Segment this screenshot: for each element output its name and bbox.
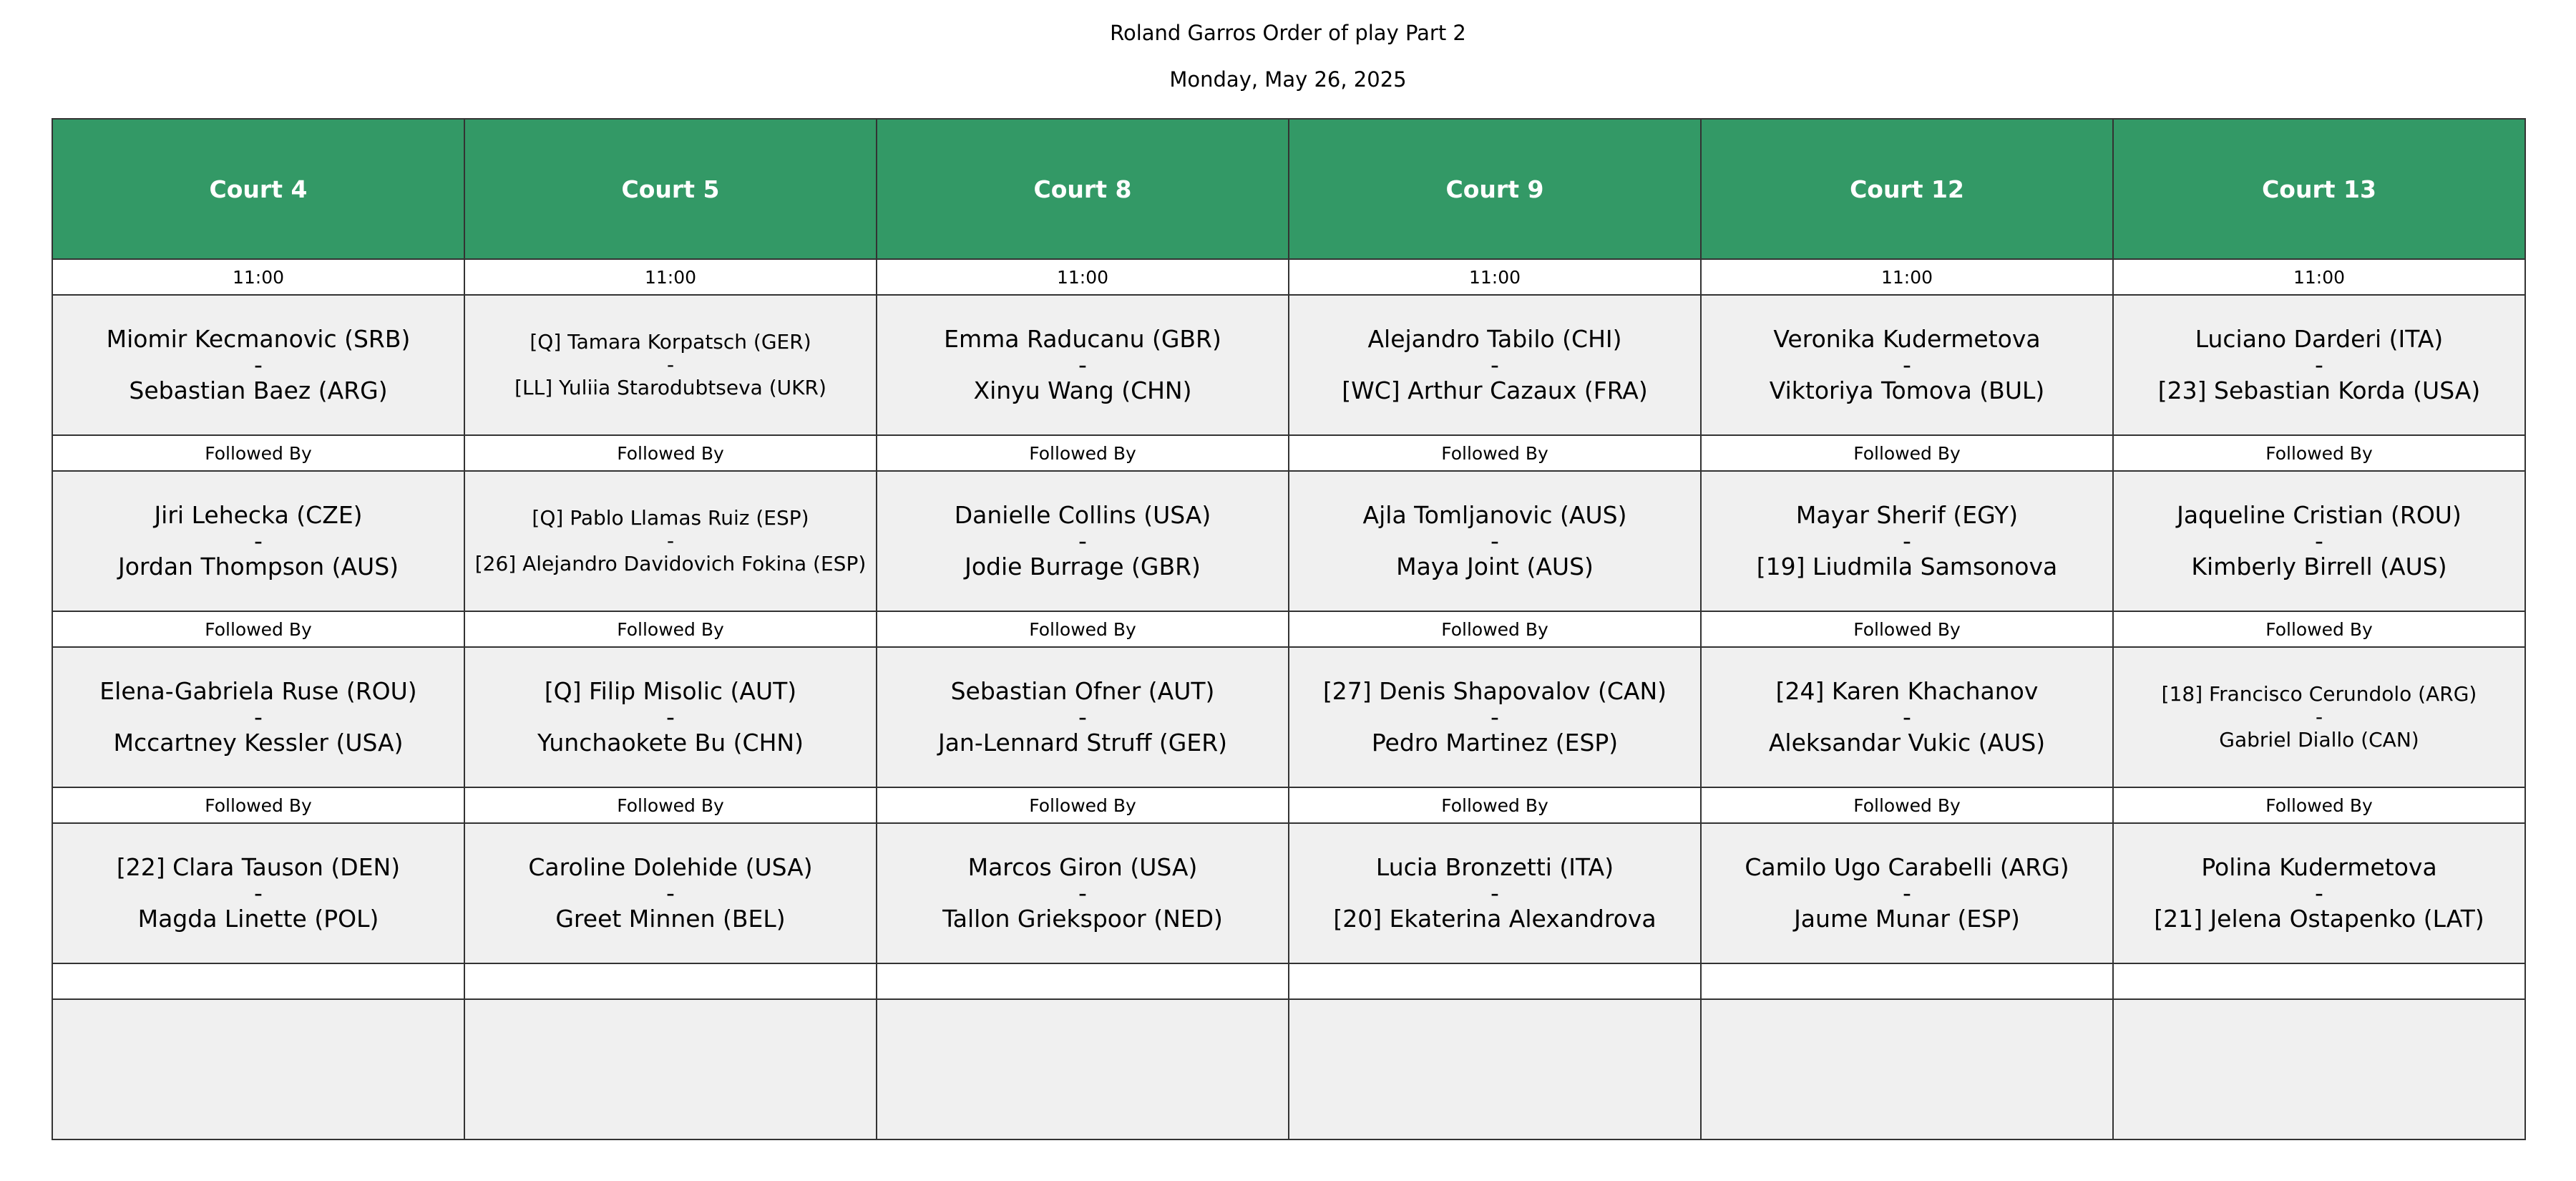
player-two: Viktoriya Tomova (BUL)	[1769, 376, 2045, 404]
slot-label-row	[52, 963, 2525, 999]
match-separator: -	[254, 879, 263, 907]
slot-label: Followed By	[1701, 435, 2113, 471]
player-one: [18] Francisco Cerundolo (ARG)	[2161, 682, 2477, 706]
player-one: Caroline Dolehide (USA)	[528, 853, 813, 881]
match-cell	[52, 295, 464, 435]
match-cell	[2113, 647, 2525, 787]
player-one: Ajla Tomljanovic (AUS)	[1362, 501, 1627, 529]
player-two: Pedro Martinez (ESP)	[1371, 729, 1619, 757]
schedule-body	[52, 259, 2525, 1139]
match-separator: -	[254, 527, 263, 555]
player-two: Gabriel Diallo (CAN)	[2219, 728, 2419, 752]
match-cell	[1701, 823, 2113, 963]
match-separator: -	[1903, 527, 1911, 555]
match-cell	[1701, 295, 2113, 435]
match-cell	[52, 471, 464, 611]
player-two: Maya Joint (AUS)	[1396, 553, 1594, 580]
match-cell	[52, 823, 464, 963]
match-separator: -	[666, 353, 675, 376]
slot-label: Followed By	[877, 435, 1289, 471]
order-of-play-table	[52, 118, 2526, 1140]
slot-label-row	[52, 787, 2525, 823]
match-separator: -	[1903, 879, 1911, 907]
slot-label: Followed By	[1289, 435, 1701, 471]
match-row	[52, 999, 2525, 1139]
match-separator: -	[1903, 703, 1911, 731]
slot-label: Followed By	[1289, 787, 1701, 823]
player-two: [WC] Arthur Cazaux (FRA)	[1342, 376, 1648, 404]
player-one: Miomir Kecmanovic (SRB)	[106, 325, 411, 353]
slot-label-row	[52, 611, 2525, 647]
match-cell	[1289, 295, 1701, 435]
match-separator: -	[1078, 527, 1087, 555]
player-two: Jodie Burrage (GBR)	[965, 553, 1201, 580]
player-one: Mayar Sherif (EGY)	[1795, 501, 2019, 529]
match-separator: -	[2315, 351, 2323, 379]
player-one: Emma Raducanu (GBR)	[944, 325, 1221, 353]
player-two: [LL] Yuliia Starodubtseva (UKR)	[514, 376, 826, 399]
match-row	[52, 471, 2525, 611]
page-date: Monday, May 26, 2025	[1169, 67, 1407, 92]
match-cell	[464, 295, 877, 435]
slot-label	[2113, 963, 2525, 999]
player-one: Jaqueline Cristian (ROU)	[2177, 501, 2462, 529]
court-header: Court 12	[1701, 119, 2113, 259]
match-cell	[464, 999, 877, 1139]
match-separator: -	[666, 879, 675, 907]
player-two: Magda Linette (POL)	[137, 905, 379, 933]
match-separator: -	[254, 703, 263, 731]
player-one: Veronika Kudermetova	[1773, 325, 2041, 353]
player-two: Aleksandar Vukic (AUS)	[1768, 729, 2046, 757]
player-one: Marcos Giron (USA)	[967, 853, 1198, 881]
slot-label-row	[52, 259, 2525, 295]
player-two: Tallon Griekspoor (NED)	[942, 905, 1223, 933]
match-cell	[52, 999, 464, 1139]
match-separator: -	[1491, 879, 1499, 907]
court-header: Court 4	[52, 119, 464, 259]
player-one: Elena-Gabriela Ruse (ROU)	[99, 677, 417, 705]
player-two: Sebastian Baez (ARG)	[129, 376, 388, 404]
player-two: [19] Liudmila Samsonova	[1756, 553, 2058, 580]
player-two: [23] Sebastian Korda (USA)	[2157, 376, 2481, 404]
player-one: [22] Clara Tauson (DEN)	[116, 853, 401, 881]
slot-label: 11:00	[1289, 259, 1701, 295]
player-one: [Q] Pablo Llamas Ruiz (ESP)	[532, 506, 809, 530]
player-one: [27] Denis Shapovalov (CAN)	[1322, 677, 1667, 705]
match-cell	[1701, 471, 2113, 611]
match-cell	[464, 823, 877, 963]
match-cell	[52, 647, 464, 787]
match-row	[52, 823, 2525, 963]
match-cell	[1289, 471, 1701, 611]
slot-label: 11:00	[464, 259, 877, 295]
match-cell	[1701, 999, 2113, 1139]
player-one: Camilo Ugo Carabelli (ARG)	[1745, 853, 2069, 881]
slot-label: Followed By	[464, 787, 877, 823]
slot-label: Followed By	[877, 787, 1289, 823]
player-two: Kimberly Birrell (AUS)	[2191, 553, 2447, 580]
match-cell	[1289, 823, 1701, 963]
match-cell	[877, 471, 1289, 611]
slot-label: Followed By	[1701, 787, 2113, 823]
slot-label: Followed By	[1701, 611, 2113, 647]
player-one: Danielle Collins (USA)	[954, 501, 1211, 529]
player-one: [Q] Tamara Korpatsch (GER)	[530, 330, 811, 354]
match-cell	[2113, 823, 2525, 963]
player-one: [24] Karen Khachanov	[1775, 677, 2039, 705]
court-header-row	[52, 119, 2525, 259]
slot-label: Followed By	[52, 611, 464, 647]
player-one: Lucia Bronzetti (ITA)	[1375, 853, 1614, 881]
match-cell	[464, 647, 877, 787]
court-header: Court 9	[1289, 119, 1701, 259]
player-two: Xinyu Wang (CHN)	[973, 376, 1192, 404]
player-two: Greet Minnen (BEL)	[555, 905, 786, 933]
slot-label: Followed By	[1289, 611, 1701, 647]
match-separator: -	[1491, 703, 1499, 731]
court-header: Court 13	[2113, 119, 2525, 259]
slot-label: Followed By	[2113, 611, 2525, 647]
player-two: Yunchaokete Bu (CHN)	[537, 729, 804, 757]
slot-label: Followed By	[52, 435, 464, 471]
match-cell	[2113, 295, 2525, 435]
player-two: [26] Alejandro Davidovich Fokina (ESP)	[474, 552, 867, 575]
player-two: Jordan Thompson (AUS)	[117, 553, 399, 580]
match-separator: -	[2315, 705, 2323, 729]
page-title: Roland Garros Order of play Part 2	[1110, 21, 1466, 45]
player-one: Luciano Darderi (ITA)	[2195, 325, 2444, 353]
player-one: Alejandro Tabilo (CHI)	[1367, 325, 1622, 353]
match-separator: -	[2315, 527, 2323, 555]
slot-label	[877, 963, 1289, 999]
match-separator: -	[1491, 351, 1499, 379]
player-one: [Q] Filip Misolic (AUT)	[544, 677, 797, 705]
player-one: Polina Kudermetova	[2201, 853, 2437, 881]
slot-label	[52, 963, 464, 999]
match-separator: -	[1078, 879, 1087, 907]
slot-label: Followed By	[877, 611, 1289, 647]
match-separator: -	[1078, 351, 1087, 379]
slot-label	[464, 963, 877, 999]
match-separator: -	[666, 703, 675, 731]
match-cell	[464, 471, 877, 611]
match-separator: -	[1903, 351, 1911, 379]
court-header: Court 8	[877, 119, 1289, 259]
match-separator: -	[1491, 527, 1499, 555]
player-two: [20] Ekaterina Alexandrova	[1333, 905, 1657, 933]
match-cell	[877, 823, 1289, 963]
match-cell	[877, 647, 1289, 787]
match-cell	[1289, 999, 1701, 1139]
match-cell	[877, 999, 1289, 1139]
slot-label: 11:00	[52, 259, 464, 295]
slot-label: 11:00	[877, 259, 1289, 295]
match-separator: -	[666, 529, 675, 553]
player-one: Sebastian Ofner (AUT)	[950, 677, 1215, 705]
player-two: Jaume Munar (ESP)	[1794, 905, 2020, 933]
court-header: Court 5	[464, 119, 877, 259]
player-two: Jan-Lennard Struff (GER)	[937, 729, 1228, 757]
match-separator: -	[1078, 703, 1087, 731]
slot-label: 11:00	[1701, 259, 2113, 295]
slot-label: Followed By	[52, 787, 464, 823]
match-cell	[1701, 647, 2113, 787]
slot-label-row	[52, 435, 2525, 471]
match-row	[52, 295, 2525, 435]
match-cell	[1289, 647, 1701, 787]
match-separator: -	[2315, 879, 2323, 907]
slot-label: 11:00	[2113, 259, 2525, 295]
slot-label: Followed By	[464, 611, 877, 647]
match-cell	[2113, 471, 2525, 611]
player-one: Jiri Lehecka (CZE)	[154, 501, 363, 529]
slot-label	[1289, 963, 1701, 999]
slot-label	[1701, 963, 2113, 999]
match-row	[52, 647, 2525, 787]
match-separator: -	[254, 351, 263, 379]
player-two: [21] Jelena Ostapenko (LAT)	[2154, 905, 2484, 933]
slot-label: Followed By	[2113, 435, 2525, 471]
match-cell	[877, 295, 1289, 435]
slot-label: Followed By	[2113, 787, 2525, 823]
player-two: Mccartney Kessler (USA)	[113, 729, 404, 757]
slot-label: Followed By	[464, 435, 877, 471]
match-cell	[2113, 999, 2525, 1139]
